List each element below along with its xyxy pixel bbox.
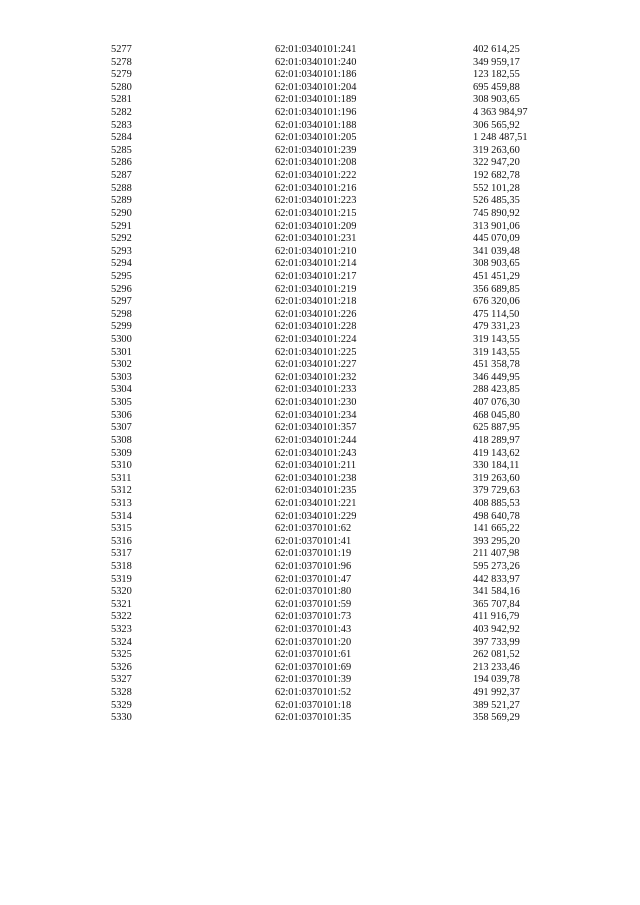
row-number-cell: 5287 bbox=[111, 170, 132, 182]
cadastral-number-cell: 62:01:0370101:47 bbox=[275, 573, 352, 585]
row-number-cell: 5297 bbox=[111, 296, 132, 308]
cadastral-value-cell: 451 358,78 bbox=[473, 359, 520, 371]
row-number-cell: 5300 bbox=[111, 334, 132, 346]
cadastral-number-cell: 62:01:0340101:188 bbox=[275, 119, 357, 131]
row-number-cell: 5317 bbox=[111, 548, 132, 560]
table-row bbox=[111, 94, 571, 107]
table-row bbox=[111, 548, 571, 561]
row-number-cell: 5290 bbox=[111, 207, 132, 219]
cadastral-number-cell: 62:01:0340101:211 bbox=[275, 460, 357, 472]
row-number-cell: 5302 bbox=[111, 359, 132, 371]
table-row bbox=[111, 208, 571, 221]
cadastral-number-cell: 62:01:0370101:96 bbox=[275, 560, 352, 572]
cadastral-value-cell: 306 565,92 bbox=[473, 119, 520, 131]
table-row bbox=[111, 599, 571, 612]
cadastral-value-cell: 288 423,85 bbox=[473, 384, 520, 396]
cadastral-value-cell: 419 143,62 bbox=[473, 447, 520, 459]
cadastral-number-cell: 62:01:0340101:186 bbox=[275, 69, 357, 81]
cadastral-number-cell: 62:01:0370101:62 bbox=[275, 523, 352, 535]
row-number-cell: 5310 bbox=[111, 460, 132, 472]
cadastral-value-cell: 192 682,78 bbox=[473, 170, 520, 182]
cadastral-number-cell: 62:01:0340101:217 bbox=[275, 270, 357, 282]
cadastral-value-cell: 308 903,65 bbox=[473, 94, 520, 106]
table-row bbox=[111, 586, 571, 599]
row-number-cell: 5295 bbox=[111, 270, 132, 282]
row-number-cell: 5296 bbox=[111, 283, 132, 295]
cadastral-number-cell: 62:01:0340101:230 bbox=[275, 397, 357, 409]
row-number-cell: 5308 bbox=[111, 434, 132, 446]
row-number-cell: 5329 bbox=[111, 699, 132, 711]
table-row bbox=[111, 687, 571, 700]
cadastral-value-cell: 475 114,50 bbox=[473, 308, 520, 320]
cadastral-value-cell: 625 887,95 bbox=[473, 422, 520, 434]
cadastral-value-cell: 393 295,20 bbox=[473, 535, 520, 547]
table-row bbox=[111, 57, 571, 70]
cadastral-number-cell: 62:01:0370101:19 bbox=[275, 548, 352, 560]
table-row bbox=[111, 574, 571, 587]
cadastral-value-cell: 341 584,16 bbox=[473, 586, 520, 598]
row-number-cell: 5320 bbox=[111, 586, 132, 598]
row-number-cell: 5278 bbox=[111, 56, 132, 68]
cadastral-number-cell: 62:01:0340101:228 bbox=[275, 321, 357, 333]
cadastral-value-cell: 552 101,28 bbox=[473, 182, 520, 194]
row-number-cell: 5293 bbox=[111, 245, 132, 257]
cadastral-value-cell: 356 689,85 bbox=[473, 283, 520, 295]
cadastral-value-cell: 341 039,48 bbox=[473, 245, 520, 257]
cadastral-number-cell: 62:01:0340101:239 bbox=[275, 144, 357, 156]
cadastral-number-cell: 62:01:0370101:69 bbox=[275, 661, 352, 673]
row-number-cell: 5283 bbox=[111, 119, 132, 131]
table-row bbox=[111, 624, 571, 637]
row-number-cell: 5324 bbox=[111, 636, 132, 648]
cadastral-value-cell: 379 729,63 bbox=[473, 485, 520, 497]
table-row bbox=[111, 107, 571, 120]
row-number-cell: 5313 bbox=[111, 497, 132, 509]
cadastral-value-cell: 418 289,97 bbox=[473, 434, 520, 446]
row-number-cell: 5298 bbox=[111, 308, 132, 320]
row-number-cell: 5305 bbox=[111, 397, 132, 409]
table-row bbox=[111, 523, 571, 536]
cadastral-number-cell: 62:01:0370101:52 bbox=[275, 687, 352, 699]
table-row bbox=[111, 258, 571, 271]
cadastral-value-cell: 322 947,20 bbox=[473, 157, 520, 169]
cadastral-value-cell: 676 320,06 bbox=[473, 296, 520, 308]
cadastral-value-cell: 365 707,84 bbox=[473, 598, 520, 610]
cadastral-number-cell: 62:01:0340101:233 bbox=[275, 384, 357, 396]
cadastral-number-cell: 62:01:0340101:234 bbox=[275, 409, 357, 421]
cadastral-number-cell: 62:01:0370101:20 bbox=[275, 636, 352, 648]
row-number-cell: 5291 bbox=[111, 220, 132, 232]
cadastral-value-cell: 313 901,06 bbox=[473, 220, 520, 232]
table-row bbox=[111, 712, 571, 725]
cadastral-number-cell: 62:01:0340101:221 bbox=[275, 497, 357, 509]
table-row bbox=[111, 485, 571, 498]
cadastral-number-cell: 62:01:0340101:205 bbox=[275, 132, 357, 144]
row-number-cell: 5284 bbox=[111, 132, 132, 144]
cadastral-number-cell: 62:01:0340101:241 bbox=[275, 44, 357, 55]
table-row bbox=[111, 157, 571, 170]
row-number-cell: 5325 bbox=[111, 649, 132, 661]
cadastral-number-cell: 62:01:0340101:219 bbox=[275, 283, 357, 295]
cadastral-number-cell: 62:01:0340101:240 bbox=[275, 56, 357, 68]
cadastral-number-cell: 62:01:0340101:231 bbox=[275, 233, 357, 245]
cadastral-value-cell: 319 263,60 bbox=[473, 144, 520, 156]
cadastral-value-cell: 468 045,80 bbox=[473, 409, 520, 421]
table-row bbox=[111, 637, 571, 650]
table-row bbox=[111, 674, 571, 687]
cadastral-number-cell: 62:01:0370101:35 bbox=[275, 712, 352, 724]
table-row bbox=[111, 309, 571, 322]
cadastral-number-cell: 62:01:0340101:229 bbox=[275, 510, 357, 522]
row-number-cell: 5322 bbox=[111, 611, 132, 623]
cadastral-number-cell: 62:01:0340101:218 bbox=[275, 296, 357, 308]
table-row bbox=[111, 359, 571, 372]
row-number-cell: 5323 bbox=[111, 624, 132, 636]
cadastral-number-cell: 62:01:0340101:189 bbox=[275, 94, 357, 106]
cadastral-value-cell: 402 614,25 bbox=[473, 44, 520, 55]
row-number-cell: 5280 bbox=[111, 81, 132, 93]
table-row bbox=[111, 82, 571, 95]
row-number-cell: 5311 bbox=[111, 472, 132, 484]
cadastral-number-cell: 62:01:0340101:210 bbox=[275, 245, 357, 257]
cadastral-value-cell: 695 459,88 bbox=[473, 81, 520, 93]
table-row bbox=[111, 233, 571, 246]
row-number-cell: 5279 bbox=[111, 69, 132, 81]
row-number-cell: 5330 bbox=[111, 712, 132, 724]
cadastral-value-cell: 445 070,09 bbox=[473, 233, 520, 245]
cadastral-value-cell: 479 331,23 bbox=[473, 321, 520, 333]
table-row bbox=[111, 561, 571, 574]
cadastral-number-cell: 62:01:0340101:226 bbox=[275, 308, 357, 320]
cadastral-number-cell: 62:01:0340101:222 bbox=[275, 170, 357, 182]
table-row bbox=[111, 44, 571, 57]
cadastral-value-cell: 407 076,30 bbox=[473, 397, 520, 409]
row-number-cell: 5319 bbox=[111, 573, 132, 585]
cadastral-value-cell: 397 733,99 bbox=[473, 636, 520, 648]
cadastral-number-cell: 62:01:0340101:216 bbox=[275, 182, 357, 194]
cadastral-number-cell: 62:01:0340101:244 bbox=[275, 434, 357, 446]
cadastral-value-cell: 595 273,26 bbox=[473, 560, 520, 572]
table-row bbox=[111, 145, 571, 158]
cadastral-value-cell: 349 959,17 bbox=[473, 56, 520, 68]
cadastral-value-cell: 408 885,53 bbox=[473, 497, 520, 509]
row-number-cell: 5289 bbox=[111, 195, 132, 207]
table-row bbox=[111, 498, 571, 511]
table-row bbox=[111, 473, 571, 486]
table-row bbox=[111, 422, 571, 435]
table-row bbox=[111, 410, 571, 423]
table-row bbox=[111, 170, 571, 183]
cadastral-value-cell: 745 890,92 bbox=[473, 207, 520, 219]
cadastral-number-cell: 62:01:0340101:227 bbox=[275, 359, 357, 371]
table-row bbox=[111, 284, 571, 297]
table-row bbox=[111, 649, 571, 662]
cadastral-number-cell: 62:01:0340101:204 bbox=[275, 81, 357, 93]
row-number-cell: 5321 bbox=[111, 598, 132, 610]
cadastral-value-cell: 411 916,79 bbox=[473, 611, 520, 623]
row-number-cell: 5286 bbox=[111, 157, 132, 169]
cadastral-number-cell: 62:01:0340101:208 bbox=[275, 157, 357, 169]
cadastral-number-cell: 62:01:0340101:224 bbox=[275, 334, 357, 346]
cadastral-value-cell: 308 903,65 bbox=[473, 258, 520, 270]
table-row bbox=[111, 435, 571, 448]
table-row bbox=[111, 372, 571, 385]
cadastral-number-cell: 62:01:0340101:357 bbox=[275, 422, 357, 434]
table-row bbox=[111, 271, 571, 284]
cadastral-value-cell: 330 184,11 bbox=[473, 460, 520, 472]
cadastral-value-cell: 141 665,22 bbox=[473, 523, 520, 535]
table-row bbox=[111, 195, 571, 208]
table-row bbox=[111, 120, 571, 133]
row-number-cell: 5285 bbox=[111, 144, 132, 156]
row-number-cell: 5309 bbox=[111, 447, 132, 459]
cadastral-value-cell: 1 248 487,51 bbox=[473, 132, 528, 144]
table-row bbox=[111, 611, 571, 624]
table-row bbox=[111, 221, 571, 234]
row-number-cell: 5304 bbox=[111, 384, 132, 396]
cadastral-number-cell: 62:01:0340101:196 bbox=[275, 107, 357, 119]
row-number-cell: 5299 bbox=[111, 321, 132, 333]
cadastral-number-cell: 62:01:0340101:243 bbox=[275, 447, 357, 459]
row-number-cell: 5316 bbox=[111, 535, 132, 547]
table-row bbox=[111, 246, 571, 259]
cadastral-number-cell: 62:01:0340101:214 bbox=[275, 258, 357, 270]
row-number-cell: 5306 bbox=[111, 409, 132, 421]
cadastral-value-cell: 526 485,35 bbox=[473, 195, 520, 207]
cadastral-number-cell: 62:01:0370101:73 bbox=[275, 611, 352, 623]
row-number-cell: 5328 bbox=[111, 687, 132, 699]
cadastral-number-cell: 62:01:0340101:215 bbox=[275, 207, 357, 219]
table-row bbox=[111, 397, 571, 410]
cadastral-value-cell: 491 992,37 bbox=[473, 687, 520, 699]
row-number-cell: 5277 bbox=[111, 44, 132, 55]
row-number-cell: 5318 bbox=[111, 560, 132, 572]
cadastral-value-cell: 211 407,98 bbox=[473, 548, 520, 560]
table-row bbox=[111, 460, 571, 473]
cadastral-value-cell: 319 143,55 bbox=[473, 334, 520, 346]
table-row bbox=[111, 183, 571, 196]
cadastral-value-cell: 123 182,55 bbox=[473, 69, 520, 81]
cadastral-number-cell: 62:01:0340101:238 bbox=[275, 472, 357, 484]
table-row bbox=[111, 347, 571, 360]
table-row bbox=[111, 334, 571, 347]
row-number-cell: 5315 bbox=[111, 523, 132, 535]
table-row bbox=[111, 321, 571, 334]
cadastral-value-table bbox=[111, 44, 571, 725]
cadastral-value-cell: 346 449,95 bbox=[473, 371, 520, 383]
cadastral-number-cell: 62:01:0340101:232 bbox=[275, 371, 357, 383]
row-number-cell: 5303 bbox=[111, 371, 132, 383]
cadastral-number-cell: 62:01:0370101:43 bbox=[275, 624, 352, 636]
cadastral-number-cell: 62:01:0370101:39 bbox=[275, 674, 352, 686]
row-number-cell: 5282 bbox=[111, 107, 132, 119]
cadastral-value-cell: 389 521,27 bbox=[473, 699, 520, 711]
table-row bbox=[111, 69, 571, 82]
cadastral-value-cell: 358 569,29 bbox=[473, 712, 520, 724]
cadastral-number-cell: 62:01:0370101:61 bbox=[275, 649, 352, 661]
row-number-cell: 5288 bbox=[111, 182, 132, 194]
row-number-cell: 5307 bbox=[111, 422, 132, 434]
table-row bbox=[111, 511, 571, 524]
table-row bbox=[111, 448, 571, 461]
cadastral-value-cell: 442 833,97 bbox=[473, 573, 520, 585]
table-row bbox=[111, 384, 571, 397]
cadastral-number-cell: 62:01:0340101:235 bbox=[275, 485, 357, 497]
table-row bbox=[111, 662, 571, 675]
row-number-cell: 5301 bbox=[111, 346, 132, 358]
row-number-cell: 5294 bbox=[111, 258, 132, 270]
cadastral-number-cell: 62:01:0370101:41 bbox=[275, 535, 352, 547]
table-row bbox=[111, 296, 571, 309]
row-number-cell: 5326 bbox=[111, 661, 132, 673]
row-number-cell: 5312 bbox=[111, 485, 132, 497]
cadastral-value-cell: 213 233,46 bbox=[473, 661, 520, 673]
cadastral-number-cell: 62:01:0340101:225 bbox=[275, 346, 357, 358]
cadastral-value-cell: 194 039,78 bbox=[473, 674, 520, 686]
cadastral-value-cell: 4 363 984,97 bbox=[473, 107, 528, 119]
table-row bbox=[111, 132, 571, 145]
cadastral-value-cell: 451 451,29 bbox=[473, 270, 520, 282]
cadastral-number-cell: 62:01:0340101:223 bbox=[275, 195, 357, 207]
row-number-cell: 5292 bbox=[111, 233, 132, 245]
row-number-cell: 5314 bbox=[111, 510, 132, 522]
cadastral-value-cell: 319 143,55 bbox=[473, 346, 520, 358]
table-row bbox=[111, 536, 571, 549]
cadastral-value-cell: 319 263,60 bbox=[473, 472, 520, 484]
cadastral-value-cell: 262 081,52 bbox=[473, 649, 520, 661]
table-row bbox=[111, 700, 571, 713]
cadastral-value-cell: 498 640,78 bbox=[473, 510, 520, 522]
cadastral-number-cell: 62:01:0340101:209 bbox=[275, 220, 357, 232]
row-number-cell: 5281 bbox=[111, 94, 132, 106]
cadastral-number-cell: 62:01:0370101:18 bbox=[275, 699, 352, 711]
cadastral-number-cell: 62:01:0370101:59 bbox=[275, 598, 352, 610]
row-number-cell: 5327 bbox=[111, 674, 132, 686]
cadastral-value-cell: 403 942,92 bbox=[473, 624, 520, 636]
cadastral-number-cell: 62:01:0370101:80 bbox=[275, 586, 352, 598]
